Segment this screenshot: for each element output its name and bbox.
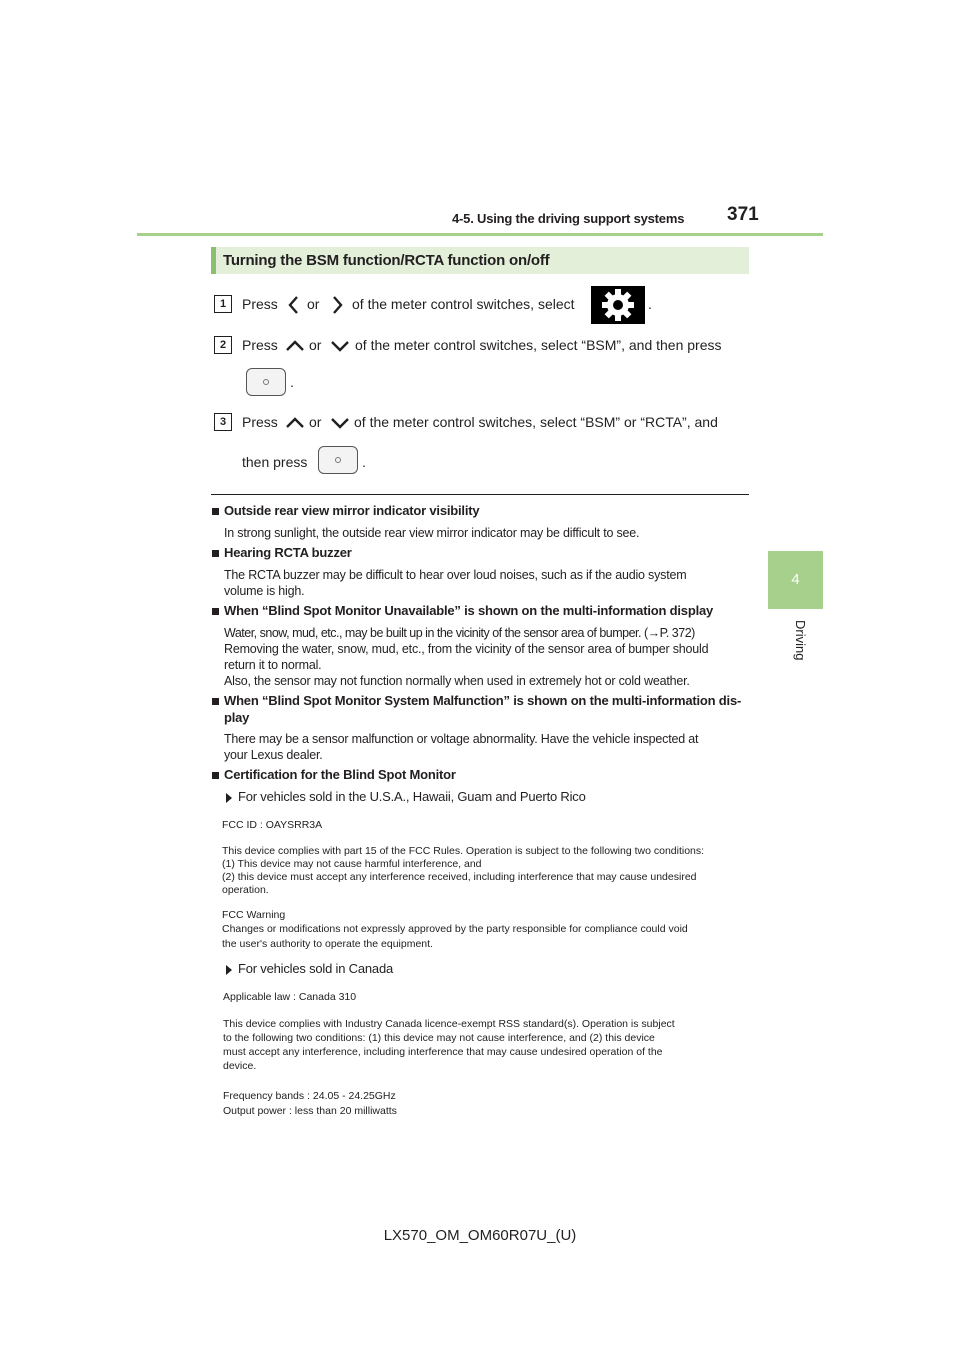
chevron-up-icon bbox=[283, 335, 307, 357]
canada-line: must accept any interference, including interference that may cause undesired operation of the bbox=[223, 1046, 663, 1058]
step-2-or: or bbox=[309, 337, 322, 353]
chevron-up-icon bbox=[283, 412, 307, 434]
note-title-continued: play bbox=[224, 710, 250, 725]
section-title: Turning the BSM function/RCTA function on/off bbox=[223, 252, 550, 269]
step-number-3: 3 bbox=[214, 413, 232, 431]
note-title: Outside rear view mirror indicator visibility bbox=[224, 503, 480, 518]
arrow-bullet-icon bbox=[226, 793, 232, 803]
note-body-line: There may be a sensor malfunction or voltage abnormality. Have the vehicle inspected at bbox=[224, 732, 699, 746]
note-bullet bbox=[212, 772, 219, 779]
usa-label: For vehicles sold in the U.S.A., Hawaii, Guam and Puerto Rico bbox=[238, 789, 586, 804]
chapter-label: Driving bbox=[793, 620, 808, 661]
note-bullet bbox=[212, 550, 219, 557]
step-1-press: Press bbox=[242, 296, 278, 312]
note-body-line: volume is high. bbox=[224, 584, 305, 598]
fcc-line: FCC ID : OAYSRR3A bbox=[222, 819, 323, 831]
step-2-press: Press bbox=[242, 337, 278, 353]
step-1-text: of the meter control switches, select bbox=[352, 296, 575, 312]
note-title: When “Blind Spot Monitor Unavailable” is shown on the multi-information display bbox=[224, 603, 714, 618]
gear-icon bbox=[591, 286, 645, 324]
canada-label: For vehicles sold in Canada bbox=[238, 961, 394, 976]
fcc-line: Changes or modifications not expressly approved by the party responsible for compliance could void bbox=[222, 923, 688, 935]
header-rule bbox=[137, 233, 823, 236]
document-code-footer: LX570_OM_OM60R07U_(U) bbox=[383, 1227, 577, 1244]
chapter-tab: 4 bbox=[768, 551, 823, 609]
header-section-title: 4-5. Using the driving support systems bbox=[452, 211, 685, 226]
canada-line: Frequency bands : 24.05 - 24.25GHz bbox=[223, 1090, 396, 1102]
note-title: Hearing RCTA buzzer bbox=[224, 545, 352, 560]
chevron-right-icon bbox=[327, 293, 347, 317]
fcc-line: the user's authority to operate the equipment. bbox=[222, 938, 433, 950]
canada-line: device. bbox=[223, 1060, 257, 1072]
step-1-end: . bbox=[648, 296, 652, 312]
step-3-end: . bbox=[362, 454, 366, 470]
page-number: 371 bbox=[727, 204, 759, 225]
note-body-line: Also, the sensor may not function normally when used in extremely hot or cold weather. bbox=[224, 674, 690, 688]
step-3-text: of the meter control switches, select “BSM” or “RCTA”, and bbox=[354, 414, 718, 430]
chevron-down-icon bbox=[328, 335, 352, 357]
step-number-2: 2 bbox=[214, 336, 232, 354]
fcc-line: This device complies with part 15 of the FCC Rules. Operation is subject to the following two conditions: bbox=[222, 845, 705, 857]
step-1-or: or bbox=[307, 296, 320, 312]
canada-line: This device complies with Industry Canada licence-exempt RSS standard(s). Operation is subject bbox=[223, 1018, 675, 1030]
note-title: Certification for the Blind Spot Monitor bbox=[224, 767, 456, 782]
fcc-line: (2) this device must accept any interference received, including interference that may cause undesired bbox=[222, 871, 697, 883]
note-title: When “Blind Spot Monitor System Malfunction” is shown on the multi-information dis- bbox=[224, 693, 742, 708]
section-divider bbox=[211, 494, 749, 495]
step-3-or: or bbox=[309, 414, 322, 430]
chevron-left-icon bbox=[284, 293, 304, 317]
note-bullet bbox=[212, 508, 219, 515]
canada-line: Output power : less than 20 milliwatts bbox=[223, 1105, 397, 1117]
chevron-down-icon bbox=[328, 412, 352, 434]
fcc-line: operation. bbox=[222, 884, 269, 896]
fcc-line: FCC Warning bbox=[222, 909, 286, 921]
note-bullet bbox=[212, 698, 219, 705]
step-number-1: 1 bbox=[214, 295, 232, 313]
arrow-bullet-icon bbox=[226, 965, 232, 975]
note-body-line: Removing the water, snow, mud, etc., from the vicinity of the sensor area of bumper should bbox=[224, 642, 709, 656]
canada-line: Applicable law : Canada 310 bbox=[223, 991, 357, 1003]
note-body-line: The RCTA buzzer may be difficult to hear over loud noises, such as if the audio system bbox=[224, 568, 687, 582]
note-body-line: return it to normal. bbox=[224, 658, 322, 672]
step-2-end: . bbox=[290, 374, 294, 390]
fcc-line: (1) This device may not cause harmful interference, and bbox=[222, 858, 482, 870]
step-2-text: of the meter control switches, select “BSM”, and then press bbox=[355, 337, 722, 353]
enter-button-icon bbox=[246, 368, 286, 396]
step-3-press: Press bbox=[242, 414, 278, 430]
note-body-line: In strong sunlight, the outside rear view mirror indicator may be difficult to see. bbox=[224, 526, 640, 540]
note-body-line: your Lexus dealer. bbox=[224, 748, 323, 762]
enter-button-icon bbox=[318, 446, 358, 474]
note-body-line: Water, snow, mud, etc., may be built up in the vicinity of the sensor area of bumper. (→P. 372) bbox=[224, 626, 695, 640]
canada-line: to the following two conditions: (1) this device may not cause interference, and (2) this device bbox=[223, 1032, 655, 1044]
note-bullet bbox=[212, 608, 219, 615]
step-3-then-press: then press bbox=[242, 454, 308, 470]
